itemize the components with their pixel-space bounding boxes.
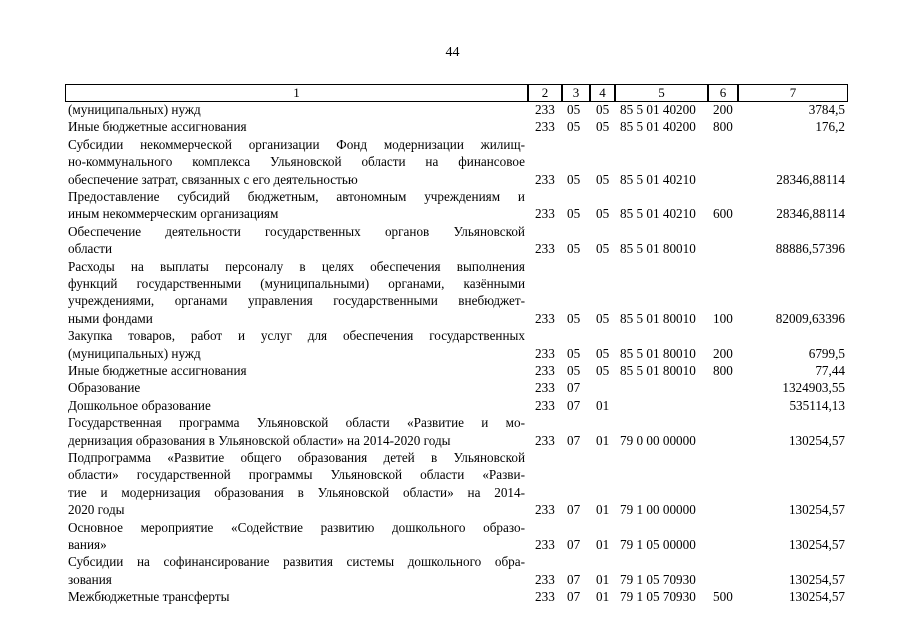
header-col-5: 5 bbox=[615, 84, 708, 102]
row-description-line: Межбюджетные трансферты bbox=[68, 589, 230, 605]
row-subchapter-code: 05 bbox=[596, 241, 610, 257]
header-col-1: 1 bbox=[65, 84, 528, 102]
row-amount: 82009,63396 bbox=[775, 310, 845, 326]
row-section-code: 233 bbox=[535, 102, 555, 117]
row-expense-type-code: 800 bbox=[713, 363, 733, 378]
row-description-line: вания» bbox=[68, 537, 107, 552]
row-target-code: 85 5 01 40210 bbox=[620, 171, 696, 187]
row-amount: 130254,57 bbox=[788, 571, 845, 587]
row-expense-type-code: 600 bbox=[713, 206, 733, 222]
row-subchapter-code: 05 bbox=[596, 171, 610, 187]
row-chapter-code: 05 bbox=[567, 363, 581, 378]
row-description-line: учреждениями, органами управления государственными внебюджет- bbox=[68, 293, 525, 309]
row-description-line: Образование bbox=[68, 380, 141, 396]
row-amount: 28346,88114 bbox=[776, 206, 845, 222]
row-description-line: Предоставление субсидий бюджетным, автономным учреждениям и bbox=[68, 189, 525, 204]
row-description-line: Государственная программа Ульяновской области «Развитие и мо- bbox=[68, 415, 525, 431]
header-col-4: 4 bbox=[590, 84, 615, 102]
row-target-code: 85 5 01 40200 bbox=[620, 102, 696, 117]
row-expense-type-code: 200 bbox=[713, 102, 733, 117]
row-subchapter-code: 05 bbox=[596, 363, 610, 378]
row-chapter-code: 07 bbox=[567, 397, 581, 413]
row-description-line: Подпрограмма «Развитие общего образования детей в Ульяновской bbox=[68, 450, 525, 465]
row-description-line: Иные бюджетные ассигнования bbox=[68, 119, 247, 135]
row-subchapter-code: 01 bbox=[596, 432, 610, 448]
row-expense-type-code: 800 bbox=[713, 119, 733, 135]
row-description-line: но-коммунального комплекса Ульяновской области на финансовое bbox=[68, 154, 525, 170]
row-amount: 88886,57396 bbox=[775, 241, 845, 257]
row-description-line: Субсидии некоммерческой организации Фонд модернизации жилищ- bbox=[68, 136, 525, 152]
row-subchapter-code: 01 bbox=[596, 589, 610, 605]
row-chapter-code: 07 bbox=[567, 537, 581, 552]
row-expense-type-code: 100 bbox=[713, 310, 733, 326]
row-section-code: 233 bbox=[535, 589, 555, 605]
header-col-6: 6 bbox=[708, 84, 738, 102]
row-section-code: 233 bbox=[535, 537, 555, 552]
row-description-line: Субсидии на софинансирование развития системы дошкольного обра- bbox=[68, 554, 525, 570]
row-description-line: области» государственной программы Ульяновской области «Разви- bbox=[68, 467, 525, 483]
row-subchapter-code: 05 bbox=[596, 206, 610, 222]
row-description-line: Основное мероприятие «Содействие развитию дошкольного образо- bbox=[68, 519, 525, 535]
row-subchapter-code: 05 bbox=[596, 310, 610, 326]
row-expense-type-code: 500 bbox=[713, 589, 733, 605]
row-subchapter-code: 01 bbox=[596, 502, 610, 518]
row-section-code: 233 bbox=[535, 432, 555, 448]
page-number: 44 bbox=[445, 45, 460, 60]
row-amount: 130254,57 bbox=[788, 432, 845, 448]
row-section-code: 233 bbox=[535, 397, 555, 413]
row-target-code: 85 5 01 80010 bbox=[620, 345, 696, 361]
row-amount: 130254,57 bbox=[788, 502, 845, 518]
row-target-code: 85 5 01 40210 bbox=[620, 206, 696, 222]
row-chapter-code: 05 bbox=[567, 241, 581, 257]
row-chapter-code: 05 bbox=[567, 102, 581, 117]
row-section-code: 233 bbox=[535, 380, 555, 396]
row-subchapter-code: 01 bbox=[596, 537, 610, 552]
row-amount: 3784,5 bbox=[808, 102, 845, 117]
row-description-line: области bbox=[68, 241, 113, 257]
row-chapter-code: 05 bbox=[567, 345, 581, 361]
row-subchapter-code: 05 bbox=[596, 119, 610, 135]
row-description-line: иным некоммерческим организациям bbox=[68, 206, 279, 222]
row-amount: 28346,88114 bbox=[776, 171, 845, 187]
row-section-code: 233 bbox=[535, 310, 555, 326]
header-col-3: 3 bbox=[562, 84, 590, 102]
row-subchapter-code: 01 bbox=[596, 397, 610, 413]
row-description-line: Расходы на выплаты персоналу в целях обеспечения выполнения bbox=[68, 258, 525, 274]
row-description-line: обеспечение затрат, связанных с его деятельностью bbox=[68, 171, 358, 187]
row-description-line: функций государственными (муниципальными) органами, казёнными bbox=[68, 276, 525, 291]
row-description-line: 2020 годы bbox=[68, 502, 125, 518]
row-subchapter-code: 01 bbox=[596, 571, 610, 587]
row-expense-type-code: 200 bbox=[713, 345, 733, 361]
row-amount: 130254,57 bbox=[788, 537, 845, 552]
row-chapter-code: 05 bbox=[567, 171, 581, 187]
row-section-code: 233 bbox=[535, 363, 555, 378]
row-section-code: 233 bbox=[535, 206, 555, 222]
row-description-line: Дошкольное образование bbox=[68, 397, 211, 413]
row-target-code: 85 5 01 80010 bbox=[620, 363, 696, 378]
header-col-2: 2 bbox=[528, 84, 562, 102]
row-section-code: 233 bbox=[535, 502, 555, 518]
row-section-code: 233 bbox=[535, 119, 555, 135]
row-chapter-code: 07 bbox=[567, 571, 581, 587]
row-description-line: ными фондами bbox=[68, 310, 153, 326]
row-section-code: 233 bbox=[535, 571, 555, 587]
row-amount: 130254,57 bbox=[788, 589, 845, 605]
row-target-code: 85 5 01 80010 bbox=[620, 241, 696, 257]
row-chapter-code: 05 bbox=[567, 119, 581, 135]
row-description-line: Обеспечение деятельности государственных органов Ульяновской bbox=[68, 223, 525, 239]
row-chapter-code: 07 bbox=[567, 380, 581, 396]
row-section-code: 233 bbox=[535, 171, 555, 187]
row-subchapter-code: 05 bbox=[596, 345, 610, 361]
row-description-line: Закупка товаров, работ и услуг для обеспечения государственных bbox=[68, 328, 525, 344]
row-target-code: 79 1 05 70930 bbox=[620, 571, 696, 587]
row-chapter-code: 05 bbox=[567, 206, 581, 222]
row-amount: 1324903,55 bbox=[782, 380, 845, 396]
header-col-7: 7 bbox=[738, 84, 848, 102]
row-subchapter-code: 05 bbox=[596, 102, 610, 117]
row-target-code: 85 5 01 40200 bbox=[620, 119, 696, 135]
row-chapter-code: 07 bbox=[567, 589, 581, 605]
row-target-code: 79 0 00 00000 bbox=[620, 432, 696, 448]
row-description-line: дернизация образования в Ульяновской области» на 2014-2020 годы bbox=[68, 432, 451, 448]
row-description-line: тие и модернизация образования в Ульяновской области» на 2014- bbox=[68, 484, 525, 500]
row-target-code: 79 1 05 00000 bbox=[620, 537, 696, 552]
row-amount: 176,2 bbox=[815, 119, 845, 135]
row-section-code: 233 bbox=[535, 345, 555, 361]
row-amount: 6799,5 bbox=[808, 345, 845, 361]
row-chapter-code: 07 bbox=[567, 502, 581, 518]
row-chapter-code: 07 bbox=[567, 432, 581, 448]
row-description-line: (муниципальных) нужд bbox=[68, 345, 201, 361]
row-chapter-code: 05 bbox=[567, 310, 581, 326]
row-description-line: (муниципальных) нужд bbox=[68, 102, 201, 117]
row-target-code: 79 1 05 70930 bbox=[620, 589, 696, 605]
row-amount: 77,44 bbox=[815, 363, 845, 378]
row-target-code: 79 1 00 00000 bbox=[620, 502, 696, 518]
row-description-line: Иные бюджетные ассигнования bbox=[68, 363, 247, 378]
row-amount: 535114,13 bbox=[789, 397, 845, 413]
row-target-code: 85 5 01 80010 bbox=[620, 310, 696, 326]
row-description-line: зования bbox=[68, 571, 112, 587]
row-section-code: 233 bbox=[535, 241, 555, 257]
